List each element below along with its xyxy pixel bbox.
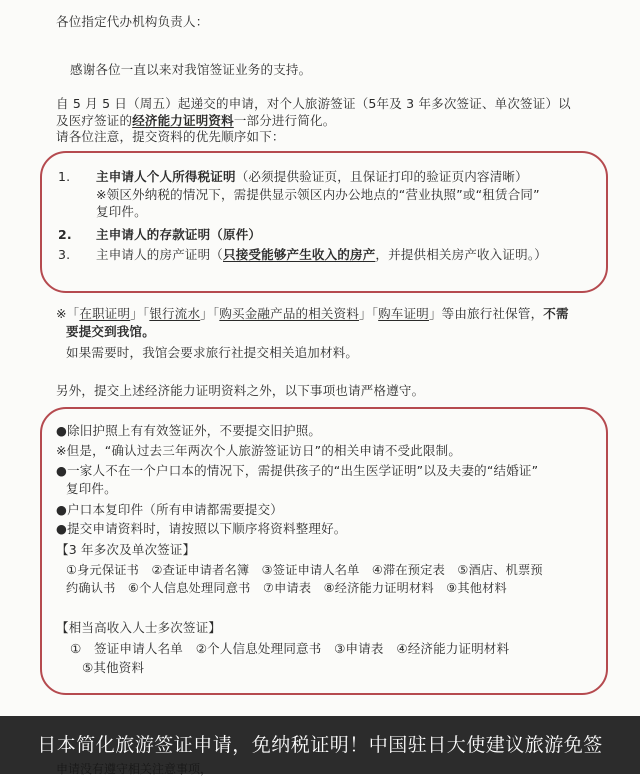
priority-item-3-bold: 只接受能够产生收入的房产 bbox=[223, 247, 376, 262]
rule-5: ●提交申请资料时，请按照以下顺序将资料整理好。 bbox=[56, 521, 347, 536]
intro-line-2-post: 一部分进行简化。 bbox=[233, 113, 336, 128]
priority-item-3 bbox=[96, 247, 547, 263]
priority-item-2-title: 主申请人的存款证明（原件） bbox=[96, 227, 262, 242]
notice-line-3: 如果需要时，我馆会要求旅行社提交相关追加材料。 bbox=[66, 345, 359, 360]
economic-proof-term: 经济能力证明资料 bbox=[132, 113, 234, 128]
group-1-line-1: ①身元保证书 ②查证申请者名簿 ③签证申请人名单 ④滞在预定表 ⑤酒店、机票预 bbox=[66, 563, 543, 577]
group-2-line-2: ⑤其他资料 bbox=[82, 660, 145, 675]
priority-item-1-sub-1: ※领区外纳税的情况下，需提供显示领区内办公地点的“营业执照”或“租赁合同” bbox=[96, 187, 540, 202]
notice-car-proof: 购车证明 bbox=[378, 306, 429, 321]
notice-not-required: 不需 bbox=[543, 306, 569, 321]
priority-item-3-post: ，并提供相关房产收入证明。） bbox=[375, 247, 547, 262]
intro-line-3: 请各位注意，提交资料的优先顺序如下： bbox=[56, 129, 285, 144]
notice-employment-proof: 在职证明 bbox=[79, 306, 131, 321]
notice-bank-statement: 银行流水 bbox=[149, 306, 201, 321]
group-1-line-2: 约确认书 ⑥个人信息处理同意书 ⑦申请表 ⑧经济能力证明材料 ⑨其他材料 bbox=[66, 581, 507, 595]
rule-1: ●除旧护照上有有效签证外，不要提交旧护照。 bbox=[56, 423, 322, 438]
rule-3-continued: 复印件。 bbox=[66, 481, 117, 496]
intro-line-1: 自 5 月 5 日（周五）起递交的申请，对个人旅游签证（5年及 3 年多次签证、单次签证）以 bbox=[56, 96, 571, 111]
priority-item-2-number: 2. bbox=[58, 227, 72, 242]
notice-line-1-rest: 」等由旅行社保管， bbox=[428, 306, 544, 321]
priority-item-1-sub-2: 复印件。 bbox=[96, 204, 147, 219]
notice-bracket: ※「 bbox=[56, 306, 80, 321]
thanks-line: 感谢各位一直以来对我馆签证业务的支持。 bbox=[70, 62, 312, 77]
notice-bracket: 」「 bbox=[200, 306, 220, 321]
rule-4: ●户口本复印件（所有申请都需要提交） bbox=[56, 502, 284, 517]
also-line: 另外，提交上述经济能力证明资料之外，以下事项也请严格遵守。 bbox=[56, 383, 425, 398]
notice-line-1 bbox=[56, 306, 569, 322]
rule-3: ●一家人不在一个户口本的情况下，需提供孩子的“出生医学证明”以及夫妻的“结婚证” bbox=[56, 463, 539, 478]
priority-item-1-number: 1. bbox=[58, 169, 71, 184]
group-2-line-1: ① 签证申请人名单 ②个人信息处理同意书 ③申请表 ④经济能力证明材料 bbox=[70, 641, 510, 656]
priority-item-3-number: 3. bbox=[58, 247, 71, 262]
priority-item-1-title: 主申请人个人所得税证明 bbox=[96, 169, 236, 184]
rule-2: ※但是，“确认过去三年两次个人旅游签证访日”的相关申请不受此限制。 bbox=[56, 443, 462, 458]
caption-banner: 日本简化旅游签证申请，免纳税证明！中国驻日大使建议旅游免签 bbox=[0, 716, 640, 774]
priority-item-1-note: （必须提供验证页，且保证打印的验证页内容清晰） bbox=[235, 169, 528, 184]
notice-bracket: 」「 bbox=[130, 306, 150, 321]
salutation: 各位指定代办机构负责人： bbox=[56, 14, 209, 29]
notice-financial-products: 购买金融产品的相关资料 bbox=[219, 306, 360, 321]
priority-item-1 bbox=[96, 169, 528, 185]
priority-item-3-pre: 主申请人的房产证明（ bbox=[96, 247, 224, 262]
notice-bracket: 」「 bbox=[359, 306, 379, 321]
intro-line-2-pre: 及医疗签证的 bbox=[56, 113, 133, 128]
group-2-title: 【相当高收入人士多次签证】 bbox=[56, 620, 222, 635]
group-1-title: 【3 年多次及单次签证】 bbox=[56, 542, 196, 557]
intro-line-2 bbox=[56, 113, 335, 129]
notice-line-2: 要提交到我馆。 bbox=[66, 324, 155, 339]
